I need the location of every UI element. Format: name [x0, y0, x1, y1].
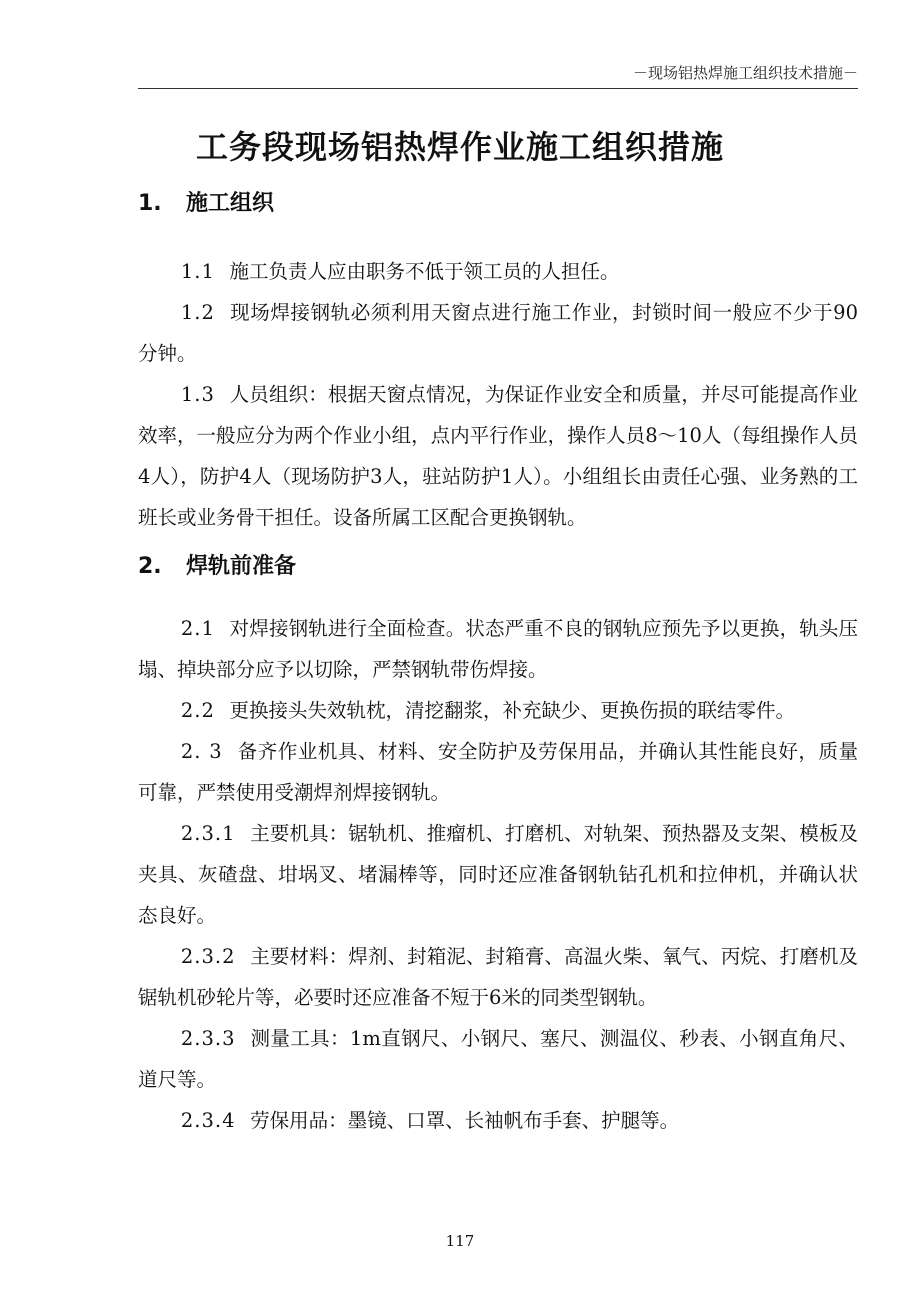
paragraph-1-3	[138, 374, 858, 538]
paragraph-text: 劳保用品：墨镜、口罩、长袖帆布手套、护腿等。	[250, 1109, 680, 1132]
paragraph-number: 1.2	[180, 301, 215, 324]
paragraph-text: 人员组织：根据天窗点情况，为保证作业安全和质量，并尽可能提高作业效率，一般应分为两个作业小组，点内平行作业，操作人员8～10人（每组操作人员4人），防护4人（现场防护3人，驻站防护1人）。小组组长由责任心强、业务熟的工班长或业务骨干担任。设备所属工区配合更换钢轨。	[138, 383, 858, 529]
paragraph-text: 主要材料：焊剂、封箱泥、封箱膏、高温火柴、氧气、丙烷、打磨机及锯轨机砂轮片等，必要时还应准备不短于6米的同类型钢轨。	[138, 945, 858, 1009]
paragraph-2-3-4	[138, 1100, 858, 1141]
paragraph-2-1	[138, 608, 858, 690]
section-title: 焊轨前准备	[186, 554, 297, 579]
paragraph-1-2	[138, 292, 858, 374]
running-header: －现场铝热焊施工组织技术措施－	[632, 64, 858, 82]
paragraph-2-3-2	[138, 936, 858, 1018]
paragraph-text: 测量工具：1m直钢尺、小钢尺、塞尺、测温仪、秒表、小钢直角尺、道尺等。	[138, 1027, 858, 1091]
paragraph-number: 2.3.3	[180, 1027, 236, 1050]
section-number: 1.	[138, 191, 162, 216]
paragraph-2-3-3	[138, 1018, 858, 1100]
section-title: 施工组织	[186, 191, 275, 216]
paragraph-2-3	[138, 731, 858, 813]
section-heading-1	[138, 185, 858, 223]
paragraph-number: 1.1	[180, 260, 215, 283]
document-title: 工务段现场铝热焊作业施工组织措施	[195, 128, 724, 166]
header-rule	[138, 88, 858, 89]
paragraph-number: 2. 3	[180, 740, 223, 763]
paragraph-text: 对焊接钢轨进行全面检查。状态严重不良的钢轨应预先予以更换，轨头压塌、掉块部分应予以切除，严禁钢轨带伤焊接。	[138, 617, 858, 681]
page-number: 117	[445, 1232, 475, 1250]
paragraph-2-2	[138, 690, 858, 731]
section-number: 2.	[138, 554, 162, 579]
paragraph-2-3-1	[138, 813, 858, 936]
paragraph-1-1	[138, 251, 858, 292]
paragraph-text: 更换接头失效轨枕，清挖翻浆，补充缺少、更换伤损的联结零件。	[229, 699, 796, 722]
paragraph-number: 2.2	[180, 699, 215, 722]
paragraph-number: 2.3.4	[180, 1109, 236, 1132]
paragraph-text: 施工负责人应由职务不低于领工员的人担任。	[229, 260, 620, 283]
paragraph-number: 2.3.1	[180, 822, 236, 845]
section-heading-2	[138, 548, 858, 586]
document-body	[138, 185, 858, 1141]
paragraph-number: 2.1	[180, 617, 215, 640]
paragraph-number: 2.3.2	[180, 945, 236, 968]
paragraph-number: 1.3	[180, 383, 215, 406]
paragraph-text: 主要机具：锯轨机、推瘤机、打磨机、对轨架、预热器及支架、模板及夹具、灰碴盘、坩埚叉、堵漏棒等，同时还应准备钢轨钻孔机和拉伸机，并确认状态良好。	[138, 822, 858, 927]
paragraph-text: 现场焊接钢轨必须利用天窗点进行施工作业，封锁时间一般应不少于90分钟。	[138, 301, 858, 365]
paragraph-text: 备齐作业机具、材料、安全防护及劳保用品，并确认其性能良好，质量可靠，严禁使用受潮焊剂焊接钢轨。	[138, 740, 858, 804]
